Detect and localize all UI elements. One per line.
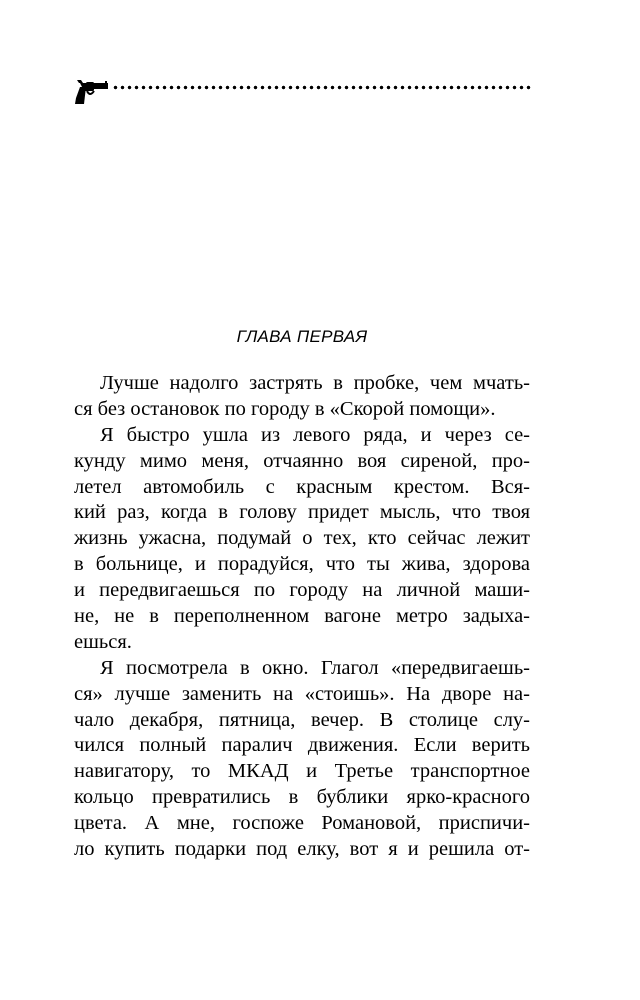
text-line: кий раз, когда в голову придет мысль, что твоя	[74, 501, 530, 524]
text-line: не, не в переполненном вагоне метро задыха-	[74, 605, 530, 628]
text-line: цвета. А мне, госпоже Романовой, приспичи-	[74, 812, 530, 835]
text-line: ся» лучше заменить на «стоишь». На дворе на-	[74, 682, 530, 705]
text-line: Я посмотрела в окно. Глагол «передвигаешь-	[100, 656, 530, 679]
text-line: ешься.	[74, 630, 132, 653]
text-line: жизнь ужасна, подумай о тех, кто сейчас лежит	[74, 527, 530, 550]
text-line: чало декабря, пятница, вечер. В столице слу-	[74, 708, 530, 731]
text-line: летел автомобиль с красным крестом. Вся-	[74, 475, 530, 498]
text-line: ся без остановок по городу в «Скорой помощи».	[74, 397, 496, 420]
text-line: ло купить подарки под елку, вот я и решила от-	[74, 838, 530, 861]
text-line: кунду мимо меня, отчаянно воя сиреной, про-	[74, 449, 530, 472]
text-line: навигатору, то МКАД и Третье транспортное	[74, 760, 530, 783]
text-line: Лучше надолго застрять в пробке, чем мчать-	[100, 372, 530, 394]
revolver-icon	[74, 78, 110, 111]
text-line: Я быстро ушла из левого ряда, и через се-	[100, 423, 530, 446]
chapter-title: ГЛАВА ПЕРВАЯ	[236, 327, 368, 346]
text-line: чился полный паралич движения. Если верить	[74, 734, 530, 757]
text-line: и передвигаешься по городу на личной маши-	[74, 579, 530, 602]
text-line: в больнице, и порадуйся, что ты жива, здорова	[74, 553, 530, 576]
page-header	[74, 78, 534, 108]
body-text	[74, 371, 530, 863]
text-line: кольцо превратились в бублики ярко-красного	[74, 786, 530, 809]
dotted-rule	[112, 85, 532, 90]
